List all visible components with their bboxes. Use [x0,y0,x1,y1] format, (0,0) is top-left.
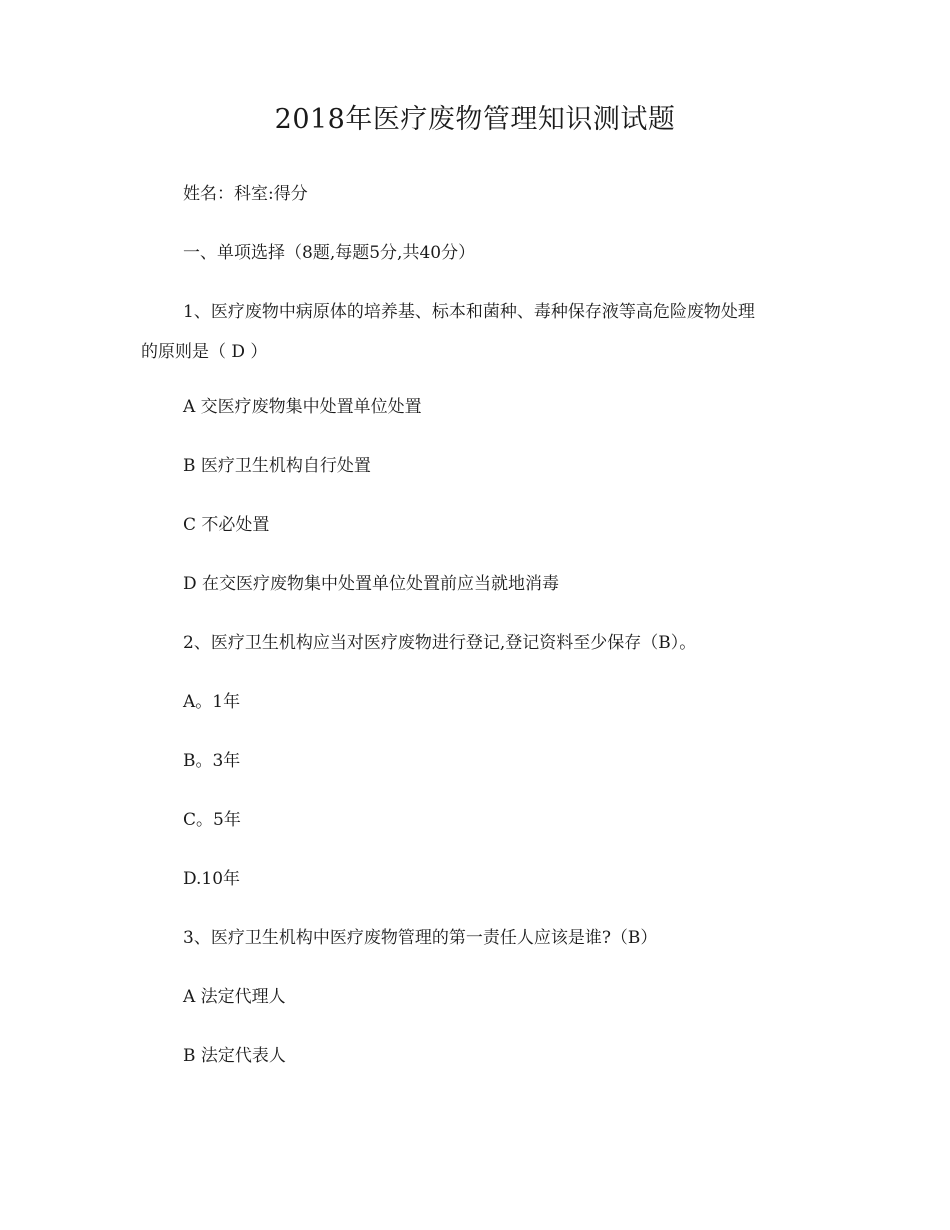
question-2-option-a: A。1年 [183,692,241,712]
question-2-option-b: B。3年 [183,751,241,771]
question-1-option-d: D 在交医疗废物集中处置单位处置前应当就地消毒 [183,574,560,594]
question-1-option-a: A 交医疗废物集中处置单位处置 [183,397,422,417]
question-1-stem-line-2: 的原则是（ D ） [141,342,268,362]
question-1-stem-line-1: 1、医疗废物中病原体的培养基、标本和菌种、毒种保存液等高危险废物处理 [183,302,755,322]
info-line: 姓名：科室:得分 [183,184,308,204]
question-1-option-b: B 医疗卫生机构自行处置 [183,456,371,476]
question-2-option-d: D.10年 [183,869,241,889]
question-3-stem: 3、医疗卫生机构中医疗废物管理的第一责任人应该是谁?（B） [183,928,658,948]
section-heading: 一、单项选择（8题,每题5分,共40分） [183,243,476,263]
question-1-option-c: C 不必处置 [183,515,270,535]
document-title: 2018年医疗废物管理知识测试题 [274,104,676,135]
question-3-option-b: B 法定代表人 [183,1046,286,1066]
question-2-option-c: C。5年 [183,810,241,830]
question-3-option-a: A 法定代理人 [183,987,286,1007]
question-2-stem: 2、医疗卫生机构应当对医疗废物进行登记,登记资料至少保存（B）。 [183,633,697,653]
